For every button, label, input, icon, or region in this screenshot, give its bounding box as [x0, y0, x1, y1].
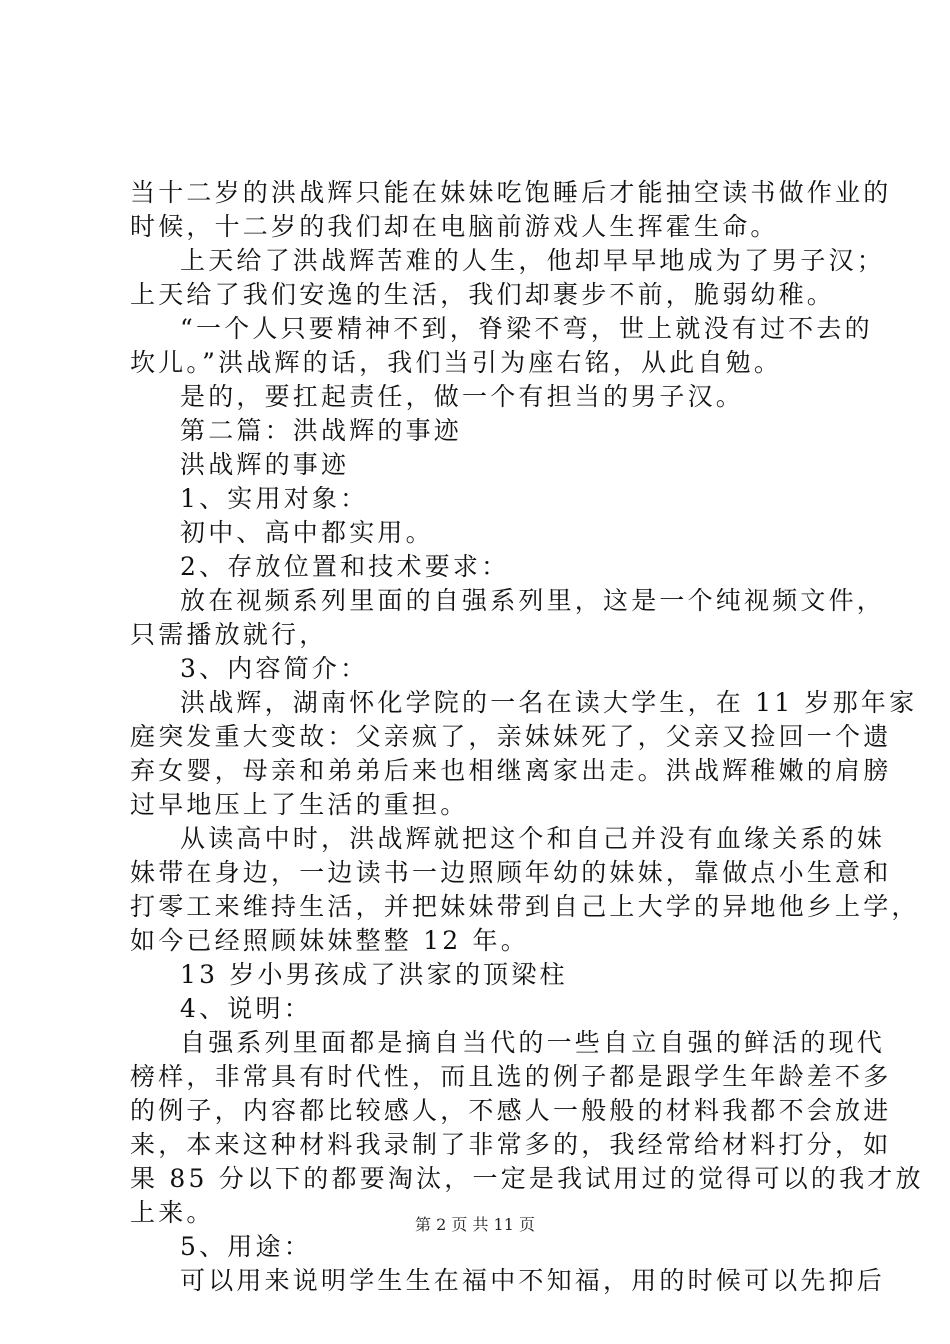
text-line: 榜样，非常具有时代性，而且选的例子都是跟学生年龄差不多: [130, 1062, 892, 1091]
text-line: 初中、高中都实用。: [180, 518, 434, 547]
text-line: “一个人只要精神不到，脊梁不弯，世上就没有过不去的: [180, 314, 873, 343]
text-line: 的例子，内容都比较感人，不感人一般般的材料我都不会放进: [130, 1096, 892, 1125]
text-line: 洪战辉的事迹: [180, 450, 350, 479]
text-line: 上天给了洪战辉苦难的人生，他却早早地成为了男子汉；: [180, 246, 886, 275]
text-line: 上来。: [130, 1198, 215, 1227]
text-line: 果 85 分以下的都要淘汰，一定是我试用过的觉得可以的我才放: [130, 1164, 924, 1193]
text-line: 坎儿。”洪战辉的话，我们当引为座右铭，从此自勉。: [130, 348, 783, 377]
text-line: 妹带在身边，一边读书一边照顾年幼的妹妹，靠做点小生意和: [130, 858, 892, 887]
text-line: 过早地压上了生活的重担。: [130, 790, 469, 819]
document-body: [130, 176, 924, 1298]
text-line: 1、实用对象：: [180, 484, 369, 513]
text-line: 自强系列里面都是摘自当代的一些自立自强的鲜活的现代: [180, 1028, 886, 1057]
text-line: 4、说明：: [180, 994, 312, 1023]
text-line: 放在视频系列里面的自强系列里，这是一个纯视频文件，: [180, 586, 886, 615]
text-line: 从读高中时，洪战辉就把这个和自己并没有血缘关系的妹: [180, 824, 886, 853]
page-footer: 第 2 页 共 11 页: [415, 1215, 535, 1234]
text-line: 时候，十二岁的我们却在电脑前游戏人生挥霍生命。: [130, 212, 779, 241]
text-line: 上天给了我们安逸的生活，我们却裹步不前，脆弱幼稚。: [130, 280, 836, 309]
text-line: 当十二岁的洪战辉只能在妹妹吃饱睡后才能抽空读书做作业的: [130, 178, 892, 207]
text-line: 只需播放就行，: [130, 620, 328, 649]
text-line: 弃女婴，母亲和弟弟后来也相继离家出走。洪战辉稚嫩的肩膀: [130, 756, 892, 785]
text-line: 5、用途：: [180, 1232, 312, 1261]
text-line: 可以用来说明学生生在福中不知福，用的时候可以先抑后: [180, 1266, 886, 1295]
text-line: 打零工来维持生活，并把妹妹带到自己上大学的异地他乡上学，: [130, 892, 920, 921]
text-line: 洪战辉，湖南怀化学院的一名在读大学生，在 11 岁那年家: [180, 688, 918, 717]
text-line: 3、内容简介：: [180, 654, 369, 683]
text-line: 如今已经照顾妹妹整整 12 年。: [130, 926, 529, 955]
text-line: 是的，要扛起责任，做一个有担当的男子汉。: [180, 382, 745, 411]
text-line: 庭突发重大变故：父亲疯了，亲妹妹死了，父亲又捡回一个遗: [130, 722, 892, 751]
text-line: 来，本来这种材料我录制了非常多的，我经常给材料打分，如: [130, 1130, 892, 1159]
text-line: 13 岁小男孩成了洪家的顶梁柱: [180, 960, 568, 989]
text-line: 第二篇：洪战辉的事迹: [180, 416, 463, 445]
text-line: 2、存放位置和技术要求：: [180, 552, 510, 581]
